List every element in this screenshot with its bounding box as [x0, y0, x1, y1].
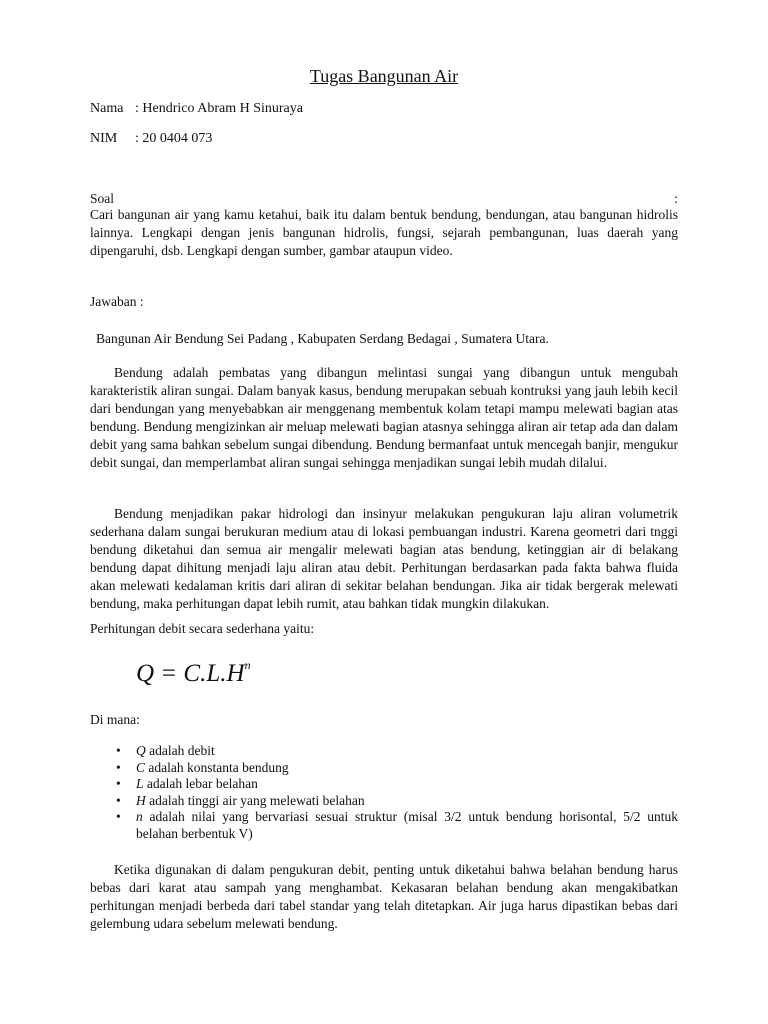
definition-text: adalah lebar belahan: [143, 776, 258, 791]
soal-label: Soal: [90, 191, 115, 206]
nim-value: : 20 0404 073: [135, 131, 213, 146]
definition-text: adalah tinggi air yang melewati belahan: [145, 792, 365, 808]
soal-colon: :: [674, 191, 678, 206]
paragraph-3: Ketika digunakan di dalam pengukuran debit, penting untuk diketahui bahwa belahan bendung harus bebas dari karat atau sampah yang menghambat. Kekasaran belahan bendung akan mengakibatkan perhitungan menjadi berbeda dari tabel standar yang telah ditetapkan. Air juga harus dipastikan bebas dari gelembung udara sebelum melewati bendung.: [90, 862, 678, 931]
formula-intro: Perhitungan debit secara sederhana yaitu:: [90, 621, 315, 636]
soal-text: Cari bangunan air yang kamu ketahui, baik itu dalam bentuk bendung, bendungan, atau bangunan hidrolis lainnya. Lengkapi dengan jenis bangunan hidrolis, fungsi, sejarah pembangunan, luas daerah yang dipengaruhi, dsb. Lengkapi dengan sumber, gambar ataupun video.: [90, 207, 678, 258]
paragraph-1: Bendung adalah pembatas yang dibangun melintasi sungai yang dibangun untuk mengubah karakteristik aliran sungai. Dalam banyak kasus, bendung merupakan sebuah kontruksi yang jauh lebih kecil dari bendungan yang menyebabkan air menggenang membentuk kolam tetapi mampu melewati bagian atas bendung. Bendung mengizinkan air meluap melewati bagian atasnya sehingga aliran air tetap ada dan dalam debit yang sama bahkan sebelum sungai dibendung. Bendung bermanfaat untuk mencegah banjir, mengukur debit sungai, dan memperlambat aliran sungai sehingga menjadikan sungai lebih mudah dilalui.: [90, 365, 678, 470]
list-item: [116, 760, 678, 777]
definition-symbol: C: [136, 759, 146, 775]
definition-list: [116, 743, 678, 842]
nim-label: NIM: [90, 131, 118, 146]
definition-text: adalah debit: [145, 743, 215, 758]
formula-main: Q = C.L.H: [136, 660, 245, 687]
subject-line: Bangunan Air Bendung Sei Padang , Kabupaten Serdang Bedagai , Sumatera Utara.: [96, 331, 549, 346]
list-item: [116, 793, 678, 810]
nama-label: Nama: [90, 101, 124, 116]
formula: [136, 660, 251, 688]
jawaban-label: Jawaban :: [90, 294, 144, 309]
list-item: [116, 743, 678, 760]
definition-symbol: Q: [136, 743, 146, 758]
nama-row: [90, 101, 303, 117]
nim-row: [90, 131, 212, 147]
definition-symbol: L: [136, 776, 144, 791]
document-title: Tugas Bangunan Air: [309, 66, 459, 86]
definition-text: adalah nilai yang bervariasi sesuai struktur (misal 3/2 untuk bendung horisontal, 5/2 untuk belahan berbentuk V): [136, 809, 678, 841]
formula-exponent: n: [244, 658, 251, 672]
list-item: [116, 776, 678, 793]
nama-value: : Hendrico Abram H Sinuraya: [135, 101, 303, 116]
definition-symbol: n: [136, 809, 143, 824]
dimana-label: Di mana:: [90, 712, 140, 727]
definition-text: adalah konstanta bendung: [145, 759, 289, 775]
list-item: [116, 809, 678, 842]
paragraph-2: Bendung menjadikan pakar hidrologi dan insinyur melakukan pengukuran laju aliran volumetrik sederhana dalam sungai berukuran medium atau di lokasi pembuangan industri. Karena geometri dari tnggi bendung diketahui dan semua air mengalir melewati bagian atas bendung, ketinggian air di belakang bendung dapat dihitung menjadi laju aliran atau debit. Perhitungan berdasarkan pada fakta bahwa fluida akan melewati kedalaman kritis dari aliran di sekitar belahan bendungan. Jika air tidak bergerak melewati bendung, maka perhitungan dapat lebih rumit, atau bahkan tidak mungkin dilakukan.: [90, 506, 678, 611]
definition-symbol: H: [136, 792, 146, 808]
